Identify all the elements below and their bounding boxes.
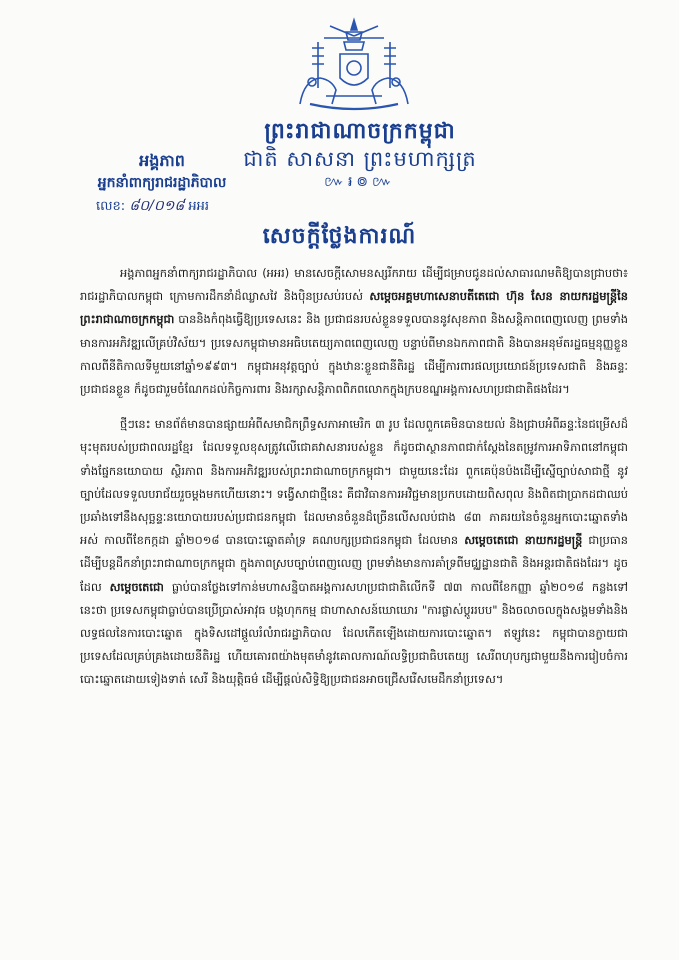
paragraph-2-emphasis-2: សម្តេចតេជោ — [109, 579, 164, 594]
document-title: សេចក្តីថ្លែងការណ៍ — [262, 224, 417, 249]
paragraph-2-text-a: ថ្មីៗនេះ មានព័ត៌មានបានផ្សាយអំពីសមាជិកព្រឹទ្ធសភាអាមេរិក ៣ រូប ដែលពួកគេមិនបានយល់ និងជ្រាបអំពីឆន្ទៈនៃជម្រើសដ៏មុះមុតរបស់ប្រជាពលរដ្ឋខ្មែរ ដែលទទួលខុសត្រូវលើជោគវាសនារបស់ខ្លួន ក៏ដូចជាស្ថានភាពជាក់ស្តែងនៃតម្រូវការអាទិភាពនៅកម្ពុជា ទាំងផ្នែកនយោបាយ ស្ថិរភាព និងការអភិវឌ្ឍរបស់ព្រះរាជាណាចក្រកម្ពុជា។ ជាមួយនេះដែរ ពួកគេប៉ុនប៉ងដើម្បីស្នើច្បាប់សាជាថ្មី នូវច្បាប់ដែលទទួលបរាជ័យរួចម្តងមកហើយនោះ។ ទង្វើសាជាថ្មីនេះ គឺជាវិធានការអវិជ្ជមានប្រកបដោយពិសពុល និងពិតជាប្រាកដជាឈប់ប្រឆាំងទៅនឹងសុច្ឆន្ទៈនយោបាយរបស់ប្រជាជនកម្ពុជា ដែលមានចំនួនដ៏ច្រើនលើសលប់ជាង ៨៣ ភាគរយនៃចំនួនអ្នកបោះឆ្នោតទាំងអស់ កាលពីខែកក្កដា ឆ្នាំ២០១៨ បានបោះឆ្នោតគាំទ្រ គណបក្សប្រជាជនកម្ពុជា ដែលមាន — [80, 417, 628, 548]
royal-coat-of-arms-emblem — [290, 16, 418, 116]
paragraph-1-text-b: បាននិងកំពុងធ្វើឱ្យប្រទេសនេះ និង ប្រជាជនរបស់ខ្លួនទទួលបាននូវសុខភាព និងសន្តិភាពពេញលេញ ព្រមទាំងមានការអភិវឌ្ឍលើគ្រប់វិស័យ។ ប្រទេសកម្ពុជាមានអធិបតេយ្យភាពពេញលេញ បន្ទាប់ពីមានឯកភាពជាតិ និងបានអនុម័តរដ្ឋធម្មនុញ្ញខ្លួន កាលពីនីតិកាលទីមួយនៅឆ្នាំ១៩៩៣។ កម្ពុជាអនុវត្តច្បាប់ ក្នុងឋានៈខ្លួនជានីតិរដ្ឋ ដើម្បីការពារផលប្រយោជន៍ប្រទេសជាតិ និងឆន្ទៈប្រជាជនខ្លួន ក៏ដូចជារួមចំណែកដល់កិច្ចការពារ និងរក្សាសន្តិភាពពិភពលោកក្នុងក្របខណ្ឌអង្គការសហប្រជាជាតិផងដែរ។ — [80, 312, 628, 397]
paragraph-2-emphasis-1: សម្តេចតេជោ នាយករដ្ឋមន្ត្រី — [464, 533, 583, 548]
sender-unit: អ្នកនាំពាក្យរាជរដ្ឋាភិបាល — [97, 175, 227, 191]
reference-suffix: អអរ — [188, 199, 210, 214]
paragraph-2 — [80, 413, 628, 691]
ornament-divider: ៚៛៙៚ — [324, 174, 396, 190]
sender-block — [92, 150, 232, 219]
paragraph-2-text-b: ជាប្រធាន ដើម្បីបន្តដឹកនាំព្រះរាជាណាចក្រកម្ពុជា ក្នុងភាពស្របច្បាប់ពេញលេញ ព្រមទាំងមានការគាំទ្រពីមជ្ឈដ្ឋានជាតិ និងអន្តរជាតិផងដែរ។ ដូចដែល — [80, 533, 628, 594]
reference-label: លេខ: — [96, 199, 126, 214]
paragraph-1-emphasis: សម្តេចអគ្គមហាសេនាបតីតេជោ ហ៊ុន សែន នាយករដ្ឋមន្ត្រីនៃព្រះរាជាណាចក្រកម្ពុជា — [80, 289, 628, 327]
sender-ministry: អង្គភាព — [139, 151, 185, 170]
reference-number: ៨០/០១៨ — [129, 198, 185, 214]
letterhead-kingdom — [240, 118, 480, 192]
kingdom-name: ព្រះរាជាណាចក្រកម្ពុជា — [264, 119, 456, 144]
paragraph-1 — [80, 262, 628, 401]
paragraph-1-text-a: អង្គភាពអ្នកនាំពាក្យរាជរដ្ឋាភិបាល (អអរ) មានសេចក្តីសោមនស្សរីករាយ ដើម្បីជម្រាបជូនដល់សាធារណមតិឱ្យបានជ្រាបថា៖ រាជរដ្ឋាភិបាលកម្ពុជា ក្រោមការដឹកនាំដ៏ឈ្លាសវៃ និងប៉ិនប្រសប់របស់ — [80, 266, 628, 304]
paragraph-2-text-c: ធ្លាប់បានថ្លែងទៅកាន់មហាសន្និបាតអង្គការសហប្រជាជាតិលើកទី ៧៣ កាលពីខែកញ្ញា ឆ្នាំ២០១៨ កន្លងទៅនេះថា ប្រទេសកម្ពុជាធ្លាប់បានប្រើប្រាស់អាវុធ បង្កហុកកម្ម ជាហាសាសន៍ឃោឃោរ "ការផ្លាស់ប្តូររបប" និងចលាចលក្នុងសង្គមទាំងនិងលទ្ធផលនៃការបោះឆ្នោត ក្នុងទិសដៅផ្តួលរំលំរាជរដ្ឋាភិបាល ដែលកើតឡើងដោយការបោះឆ្នោត។ ឥឡូវនេះ កម្ពុជាបានក្លាយជាប្រទេសដែលគ្រប់គ្រងដោយនីតិរដ្ឋ ហើយគោរពយ៉ាងមុតមាំនូវគោលការណ៍លទ្ធិប្រជាធិបតេយ្យ សេរីពហុបក្សជាមួយនឹងការរៀបចំការបោះឆ្នោតដោយទៀងទាត់ សេរី និងយុត្តិធម៌ ដើម្បីផ្តល់សិទ្ធិឱ្យប្រជាជនអាចជ្រើសរើសមេដឹកនាំប្រទេស។ — [80, 579, 628, 687]
reference-number-line — [92, 194, 232, 219]
statement-body — [80, 262, 628, 692]
national-motto: ជាតិ សាសនា ព្រះមហាក្សត្រ — [243, 147, 477, 171]
